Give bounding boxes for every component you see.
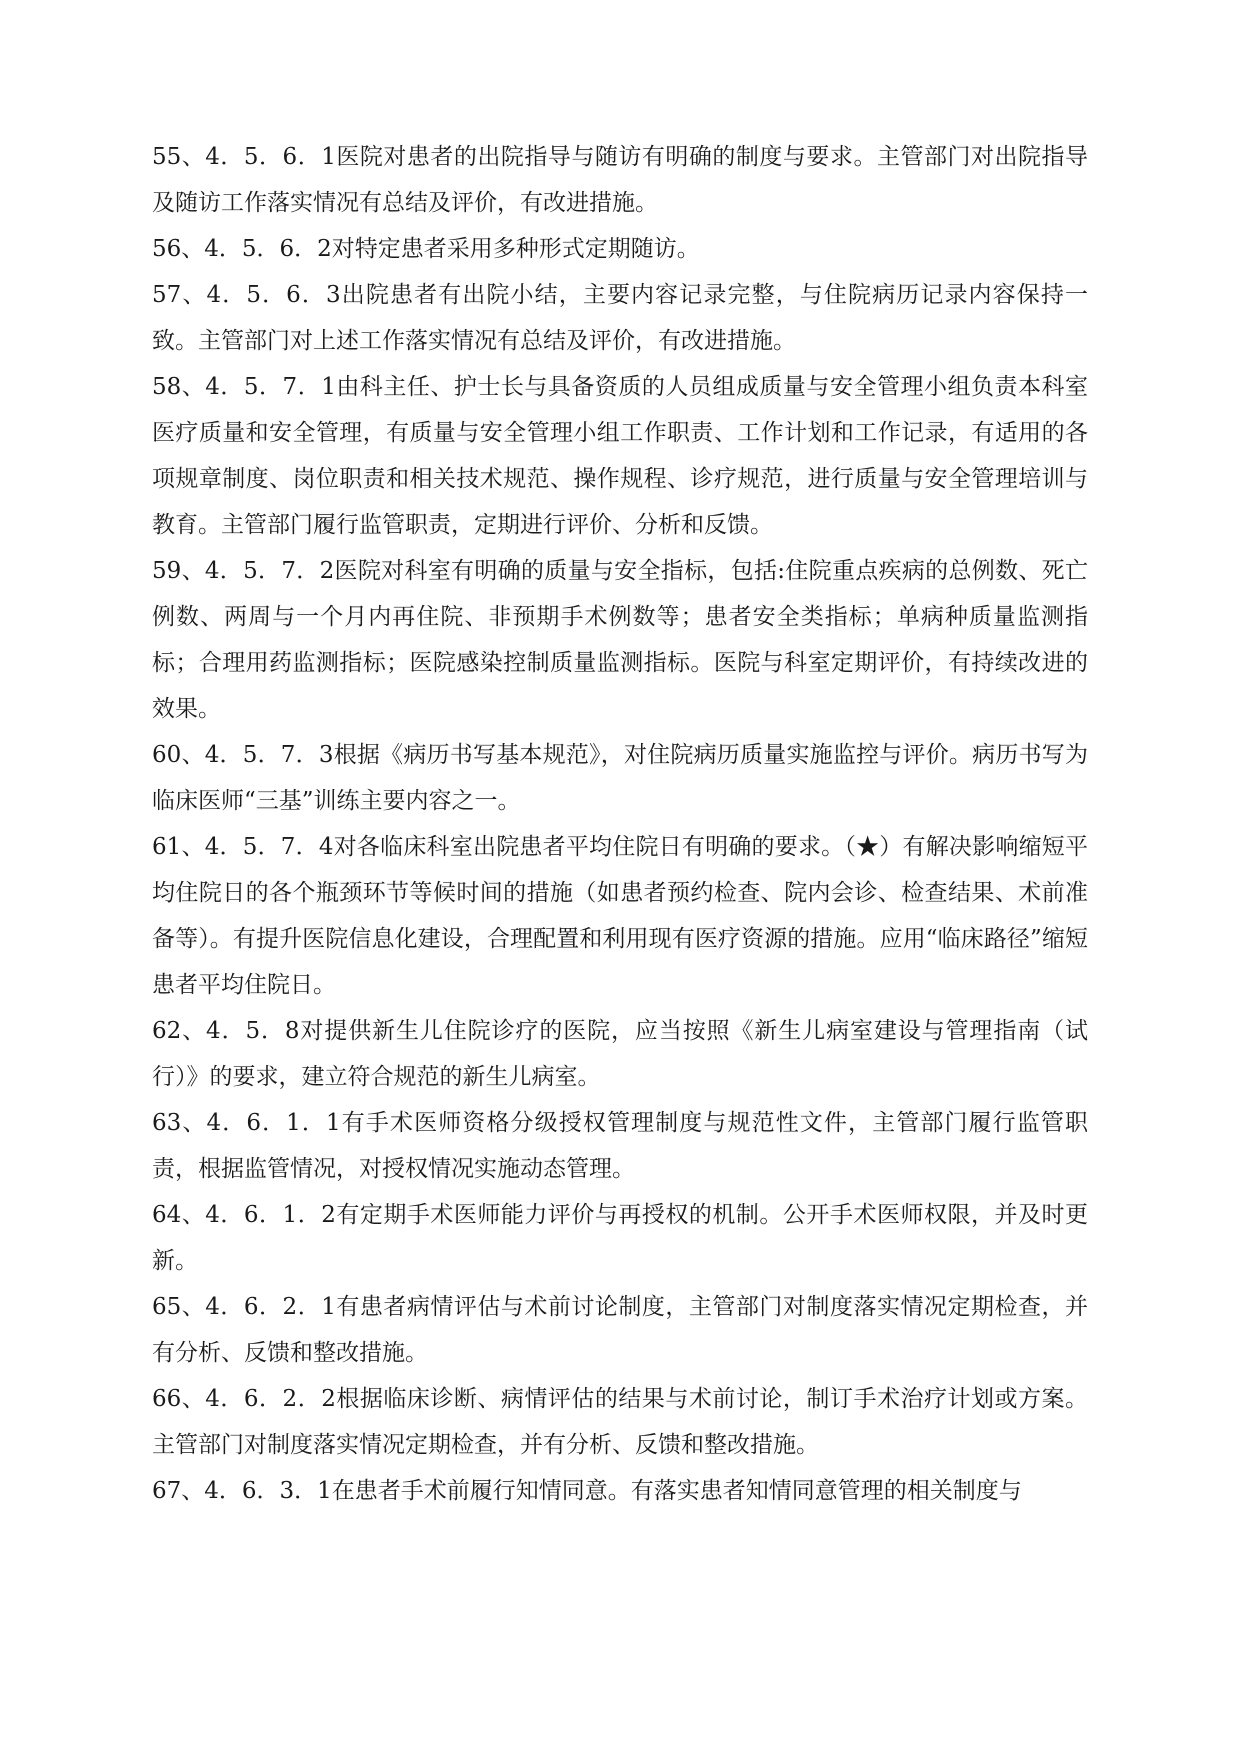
paragraph-66: 66、4．6．2．2根据临床诊断、病情评估的结果与术前讨论，制订手术治疗计划或方案。主管部门对制度落实情况定期检查，并有分析、反馈和整改措施。 — [152, 1386, 1088, 1458]
paragraph-67: 67、4．6．3．1在患者手术前履行知情同意。有落实患者知情同意管理的相关制度与 — [152, 1478, 1022, 1504]
paragraph-57: 57、4．5．6．3出院患者有出院小结，主要内容记录完整，与住院病历记录内容保持一致。主管部门对上述工作落实情况有总结及评价，有改进措施。 — [152, 282, 1088, 354]
paragraph-56: 56、4．5．6．2对特定患者采用多种形式定期随访。 — [152, 236, 700, 262]
paragraph-60: 60、4．5．7．3根据《病历书写基本规范》，对住院病历质量实施监控与评价。病历书写为临床医师“三基”训练主要内容之一。 — [152, 742, 1088, 814]
paragraph-65: 65、4．6．2．1有患者病情评估与术前讨论制度，主管部门对制度落实情况定期检查，并有分析、反馈和整改措施。 — [152, 1294, 1088, 1366]
document-body — [152, 134, 1088, 1514]
paragraph-61: 61、4．5．7．4对各临床科室出院患者平均住院日有明确的要求。（★）有解决影响缩短平均住院日的各个瓶颈环节等候时间的措施（如患者预约检查、院内会诊、检查结果、术前准备等）。有提升医院信息化建设，合理配置和利用现有医疗资源的措施。应用“临床路径”缩短患者平均住院日。 — [152, 834, 1088, 998]
paragraph-55: 55、4．5．6．1医院对患者的出院指导与随访有明确的制度与要求。主管部门对出院指导及随访工作落实情况有总结及评价，有改进措施。 — [152, 144, 1088, 216]
paragraph-63: 63、4．6．1．1有手术医师资格分级授权管理制度与规范性文件，主管部门履行监管职责，根据监管情况，对授权情况实施动态管理。 — [152, 1110, 1088, 1182]
paragraph-64: 64、4．6．1．2有定期手术医师能力评价与再授权的机制。公开手术医师权限，并及时更新。 — [152, 1202, 1088, 1274]
paragraph-59: 59、4．5．7．2医院对科室有明确的质量与安全指标，包括:住院重点疾病的总例数、死亡例数、两周与一个月内再住院、非预期手术例数等；患者安全类指标；单病种质量监测指标；合理用药监测指标；医院感染控制质量监测指标。医院与科室定期评价，有持续改进的效果。 — [152, 558, 1088, 722]
paragraph-62: 62、4．5．8对提供新生儿住院诊疗的医院，应当按照《新生儿病室建设与管理指南（试行）》的要求，建立符合规范的新生儿病室。 — [152, 1018, 1088, 1090]
paragraph-58: 58、4．5．7．1由科主任、护士长与具备资质的人员组成质量与安全管理小组负责本科室医疗质量和安全管理，有质量与安全管理小组工作职责、工作计划和工作记录，有适用的各项规章制度、岗位职责和相关技术规范、操作规程、诊疗规范，进行质量与安全管理培训与教育。主管部门履行监管职责，定期进行评价、分析和反馈。 — [152, 374, 1088, 538]
